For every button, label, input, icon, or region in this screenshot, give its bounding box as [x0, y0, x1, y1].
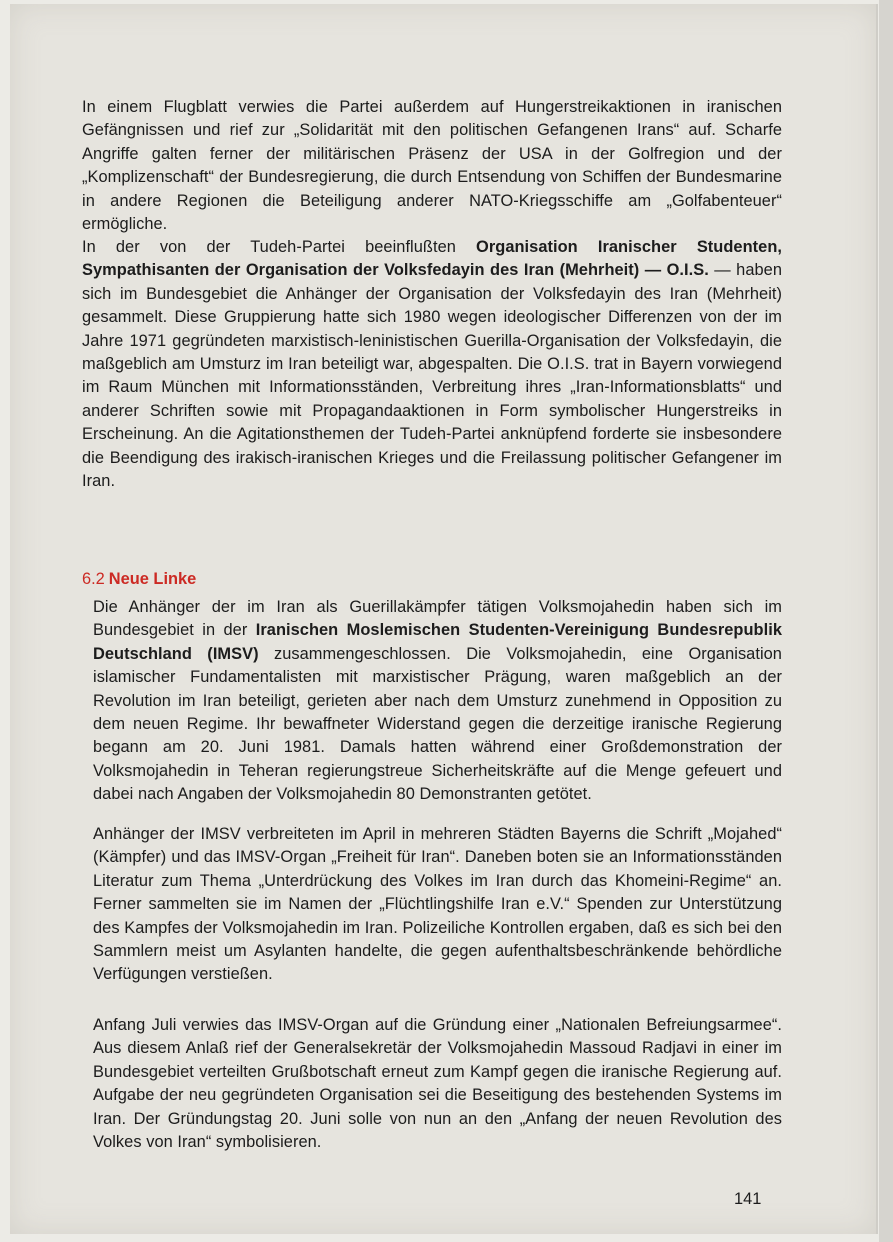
organisation-name-ois: Organisation Iranischer Studenten, Sympathisanten der Organisation der Volksfedayin des Iran (Mehrheit) — O.I.S.: [82, 238, 783, 280]
paragraph-flugblatt: In einem Flugblatt verwies die Partei außerdem auf Hungerstreikaktionen in iranischen Gefängnissen und rief zur „Solidarität mit den politischen Gefangenen Irans“ auf. Scharfe Angriffe galten ferner der militärischen Präsenz der USA in der Golfregion und der „Komplizenschaft“ der Bundesregierung, die durch Entsendung von Schiffen der Bundesmarine in andere Regionen die Beteiligung anderer NATO-Kriegsschiffe am „Golfabenteuer“ ermögliche.: [82, 98, 782, 234]
paragraph-ois: [82, 236, 782, 493]
page-edge: [879, 0, 893, 1242]
paragraph-imsv-text: zusammengeschlossen. Die Volksmojahedin, eine Organisation islamischer Fundamentalisten mit marxistischer Prägung, waren maßgeblich an der Revolution im Iran beteiligt, gerieten aber nach dem Umsturz zunehmend in Opposition zu dem neuen Regime. Ihr bewaffneter Widerstand gegen die derzeitige iranische Regierung begann am 20. Juni 1981. Damals hatten während einer Großdemonstration der Volksmojahedin in Teheran regierungstreue Sicherheitskräfte auf die Menge gefeuert und dabei nach Angaben der Volksmojahedin 80 Demonstranten getötet.: [93, 644, 782, 804]
organisation-name-imsv: Iranischen Moslemischen Studenten-Vereinigung Bundesrepublik Deutschland (IMSV): [93, 621, 782, 663]
section-title: Neue Linke: [108, 570, 197, 588]
page-number: 141: [734, 1190, 762, 1208]
paragraph-imsv-intro: Die Anhänger der im Iran als Guerillakämpfer tätigen Volksmojahedin haben sich im Bundesgebiet in der: [93, 598, 782, 640]
paragraph-imsv: [93, 596, 782, 807]
section-heading: [82, 568, 196, 591]
paragraph-befreiungsarmee: Anfang Juli verwies das IMSV-Organ auf die Gründung einer „Nationalen Befreiungsarmee“. Aus diesem Anlaß rief der Generalsekretär der Volksmojahedin Massoud Radjavi in einer im Bundesgebiet verteilten Grußbotschaft erneut zum Kampf gegen die iranische Regierung auf. Aufgabe der neu gegründeten Organisation sei die Beseitigung des bestehenden Systems im Iran. Der Gründungstag 20. Juni solle von nun an den „Anfang der neuen Revolution des Volkes von Iran“ symbolisieren.: [93, 1016, 782, 1152]
paragraph-ois-text: — haben sich im Bundesgebiet die Anhänger der Organisation der Volksfedayin des Iran (Mehrheit) gesammelt. Diese Gruppierung hatte sich 1980 wegen ideologischer Differenzen von der im Jahre 1971 gegründeten marxistisch-leninistischen Guerilla-Organisation der Volksfedayin, die maßgeblich am Umsturz im Iran beteiligt war, abgespalten. Die O.I.S. trat in Bayern vorwiegend im Raum München mit Informationsständen, Verbreitung ihres „Iran-Informationsblatts“ und anderer Schriften sowie mit Propagandaaktionen in Form symbolischer Hungerstreiks in Erscheinung. An die Agitationsthemen der Tudeh-Partei anknüpfend forderte sie insbesondere die Beendigung des irakisch-iranischen Krieges und die Freilassung politischer Gefangener im Iran.: [82, 261, 782, 491]
paragraph-imsv-activities: Anhänger der IMSV verbreiteten im April in mehreren Städten Bayerns die Schrift „Mojahed“ (Kämpfer) und das IMSV-Organ „Freiheit für Iran“. Daneben boten sie an Informationsständen Literatur zum Thema „Unterdrückung des Volkes im Iran durch das Khomeini-Regime“ an. Ferner sammelten sie im Namen der „Flüchtlingshilfe Iran e.V.“ Spenden zur Unterstützung des Kampfes der Volksmojahedin im Iran. Polizeiliche Kontrollen ergaben, daß es sich bei den Sammlern meist um Asylanten handelte, die gegen aufenthaltsbeschränkende behördliche Verfügungen verstießen.: [93, 825, 782, 984]
section-number: 6.2: [82, 570, 105, 588]
paragraph-ois-intro: In der von der Tudeh-Partei beeinflußten: [82, 238, 477, 256]
